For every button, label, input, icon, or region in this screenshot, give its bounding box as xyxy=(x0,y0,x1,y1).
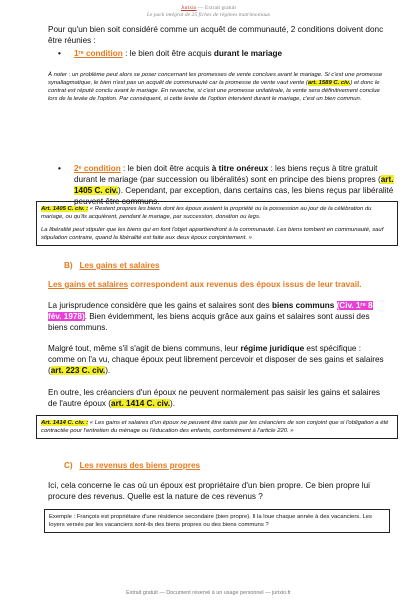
header-subtitle: Le pack intégral de 25 fiches de régimes matrimoniaux xyxy=(146,12,271,18)
article-1405-box: Art. 1405 C. civ. : « Restent propres les biens dont les époux avaient la propriété ou la possession au jour de la célébration du mariage, ou qu'ils acquièrent, pendant le mariage, par succession, donation ou legs. La libéralité peut stipuler que les biens qui en font l'objet appartiendront à la communauté. Les biens tombent en communauté, sauf stipulation contraire, quand la libéralité est faite aux deux époux conjointement. » xyxy=(36,201,398,246)
condition-1-label: 1ʳᵉ condition xyxy=(74,49,123,58)
header-tag: — Extrait gratuit xyxy=(196,5,237,11)
ref-art-1414: art. 1414 C. civ. xyxy=(111,399,171,408)
brand-name[interactable]: Jurixio xyxy=(180,5,197,11)
jurisprudence-paragraph: La jurisprudence considère que les gains et salaires sont des biens communs (Civ. 1ʳᵉ 8 fév. 1978). Bien évidemment, les biens acquis grâce aux gains et salaires sont aussi des biens communs. xyxy=(48,301,373,332)
condition-2-label: 2ᵉ condition xyxy=(74,164,121,173)
regime-paragraph: Malgré tout, même s'il s'agit de biens communs, leur régime juridique est spécifique : comme on l'a vu, chaque époux peut librement percevoir et disposer de ses gains et salaires (art. 223 C. civ.). xyxy=(48,344,384,375)
bullet-icon: • xyxy=(58,49,61,58)
intro-paragraph: Pour qu'un bien soit considéré comme un acquêt de communauté, 2 conditions doivent donc être réunies : xyxy=(48,25,384,45)
gains-definition: Les gains et salaires correspondent aux revenus des époux issus de leur travail. xyxy=(48,280,362,289)
condition-1: • 1ʳᵉ condition : le bien doit être acquis durant le mariage xyxy=(58,49,283,58)
revenus-paragraph: Ici, cela concerne le cas où un époux est propriétaire d'un bien propre. Ce bien propre lui procure des revenus. Quelle est la nature de ces revenus ? xyxy=(48,481,370,501)
box-ref-1405: Art. 1405 C. civ. : xyxy=(41,206,89,212)
note-paragraph: À noter : un problème peut alors se poser concernant les promesses de vente conclues avant le mariage. Si c'est une promesse synallagmatique, le bien n'est pas un acquêt de communauté car la promesse de vente vaut vente (art. 1589 C. civ.) et donc le contrat est réputé conclu avant le mariage. En revanche, si c'est une promesse unilatérale, la vente sera définitivement conclue lors de la levée de l'option. Par conséquent, si cette levée de l'option intervient durant le mariage, c'est un bien commun. xyxy=(48,72,383,102)
article-1414-box: Art. 1414 C. civ. : « Les gains et salaires d'un époux ne peuvent être saisis par les créanciers de son conjoint que si l'obligation a été contractée pour l'entretien du ménage ou l'éducation des enfants, conformément à l'article 220. » xyxy=(36,415,398,439)
example-box: Exemple : François est propriétaire d'une résidence secondaire (bien propre). Il la loue chaque année à des vacanciers. Les loyers versés par les vacanciers sont-ils des biens propres ou des biens communs ? xyxy=(44,509,390,533)
ref-art-1405: art. 1405 C. civ. xyxy=(74,175,394,195)
section-c-title: C) Les revenus des biens propres xyxy=(64,461,201,470)
box-ref-1414: Art. 1414 C. civ. : xyxy=(41,420,89,426)
creanciers-paragraph: En outre, les créanciers d'un époux ne peuvent normalement pas saisir les gains et salaires de l'autre époux (art. 1414 C. civ.). xyxy=(48,388,380,408)
page-footer: Extrait gratuit — Document réservé à un usage personnel — jurixio.fr xyxy=(126,590,291,596)
ref-art-223: art. 223 C. civ. xyxy=(50,366,106,375)
section-b-title: B) Les gains et salaires xyxy=(64,261,160,270)
condition-2: • 2ᵉ condition : le bien doit être acquis à titre onéreux : les biens reçus à titre gratuit durant le mariage (par succession ou libéralités) sont en principe des biens propres (art. 1405 C. civ.). Cependant, par exception, dans certains cas, les biens reçus par libéralité peuvent être communs. xyxy=(58,164,394,206)
page-header xyxy=(0,5,417,19)
bullet-icon: • xyxy=(58,164,61,173)
ref-civ-1978: (Civ. 1ʳᵉ 8 fév. 1978) xyxy=(48,301,373,321)
ref-art-1589: art. 1589 C. civ. xyxy=(307,80,351,86)
